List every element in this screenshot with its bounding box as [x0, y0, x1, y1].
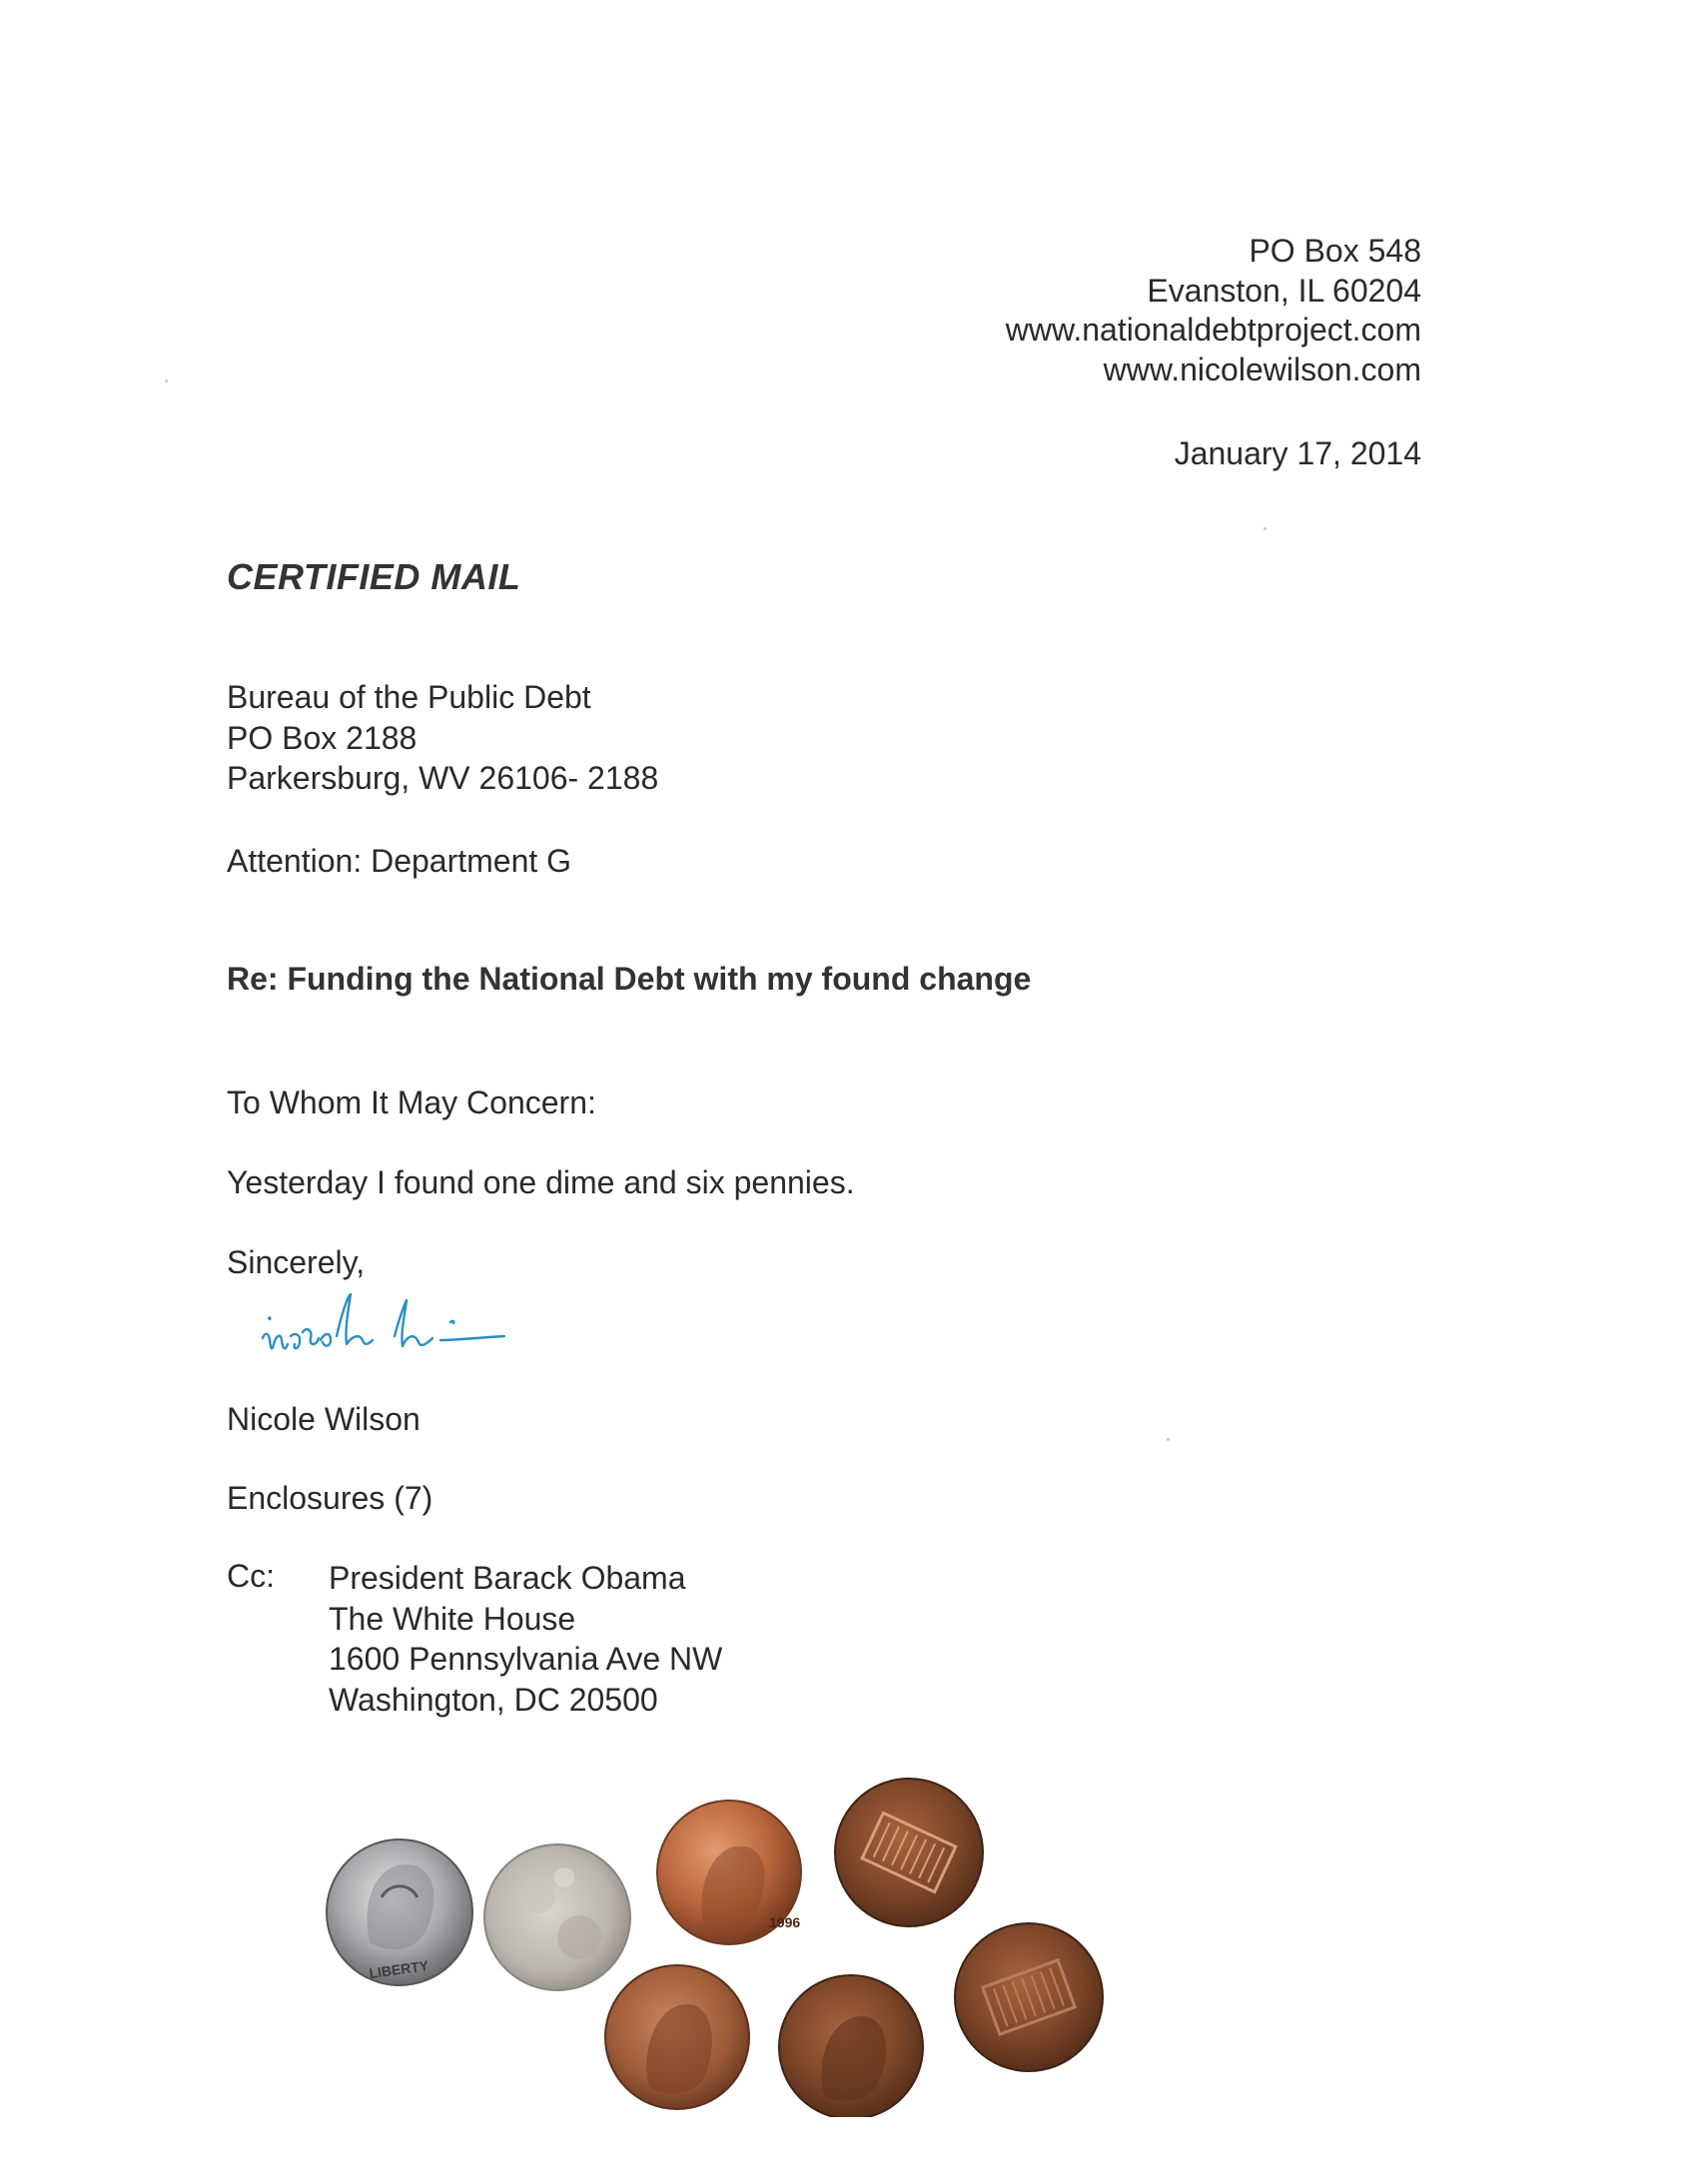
- handwritten-signature: [255, 1288, 614, 1378]
- cc-line: The White House: [329, 1600, 576, 1637]
- sender-line: www.nationaldebtproject.com: [1005, 312, 1421, 348]
- recipient-line: Bureau of the Public Debt: [227, 679, 591, 715]
- cc-line: Washington, DC 20500: [329, 1681, 658, 1718]
- subject-line: Re: Funding the National Debt with my found change: [227, 961, 1032, 997]
- certified-mail-heading: CERTIFIED MAIL: [227, 556, 521, 597]
- salutation: To Whom It May Concern:: [227, 1085, 596, 1120]
- sender-line: PO Box 548: [1249, 233, 1421, 269]
- scan-speck: [1264, 527, 1267, 530]
- penny-coin: [657, 1801, 801, 1944]
- sender-line: Evanston, IL 60204: [1147, 272, 1421, 309]
- svg-text:LIBERTY: LIBERTY: [368, 1956, 430, 1982]
- recipient-line: PO Box 2188: [227, 719, 418, 756]
- cc-line: President Barack Obama: [329, 1560, 686, 1596]
- dime-coin: [327, 1839, 472, 1985]
- penny-coin-reverse: [835, 1779, 983, 1926]
- sender-address: [822, 232, 1421, 389]
- penny-coin-reverse: [955, 1923, 1103, 2071]
- body-text: Yesterday I found one dime and six pennies.: [227, 1164, 855, 1200]
- recipient-address: [227, 677, 658, 799]
- recipient-line: Parkersburg, WV 26106- 2188: [227, 760, 659, 796]
- attention-line: Attention: Department G: [227, 843, 572, 879]
- enclosures-line: Enclosures (7): [227, 1480, 433, 1516]
- cc-label: Cc:: [227, 1558, 275, 1594]
- enclosed-coins-photo: [300, 1778, 1278, 2117]
- cc-line: 1600 Pennsylvania Ave NW: [329, 1641, 723, 1677]
- signer-name: Nicole Wilson: [227, 1401, 421, 1437]
- cc-recipient-address: [329, 1558, 722, 1720]
- penny-coin: [779, 1975, 923, 2117]
- sender-line: www.nicolewilson.com: [1103, 351, 1421, 387]
- svg-text:1996: 1996: [769, 1914, 801, 1930]
- scan-speck: [165, 379, 168, 382]
- scan-speck: [1167, 1438, 1170, 1441]
- worn-coin: [484, 1844, 630, 1990]
- penny-coin: [605, 1965, 749, 2109]
- letter-date: January 17, 2014: [1174, 435, 1421, 471]
- closing: Sincerely,: [227, 1244, 366, 1280]
